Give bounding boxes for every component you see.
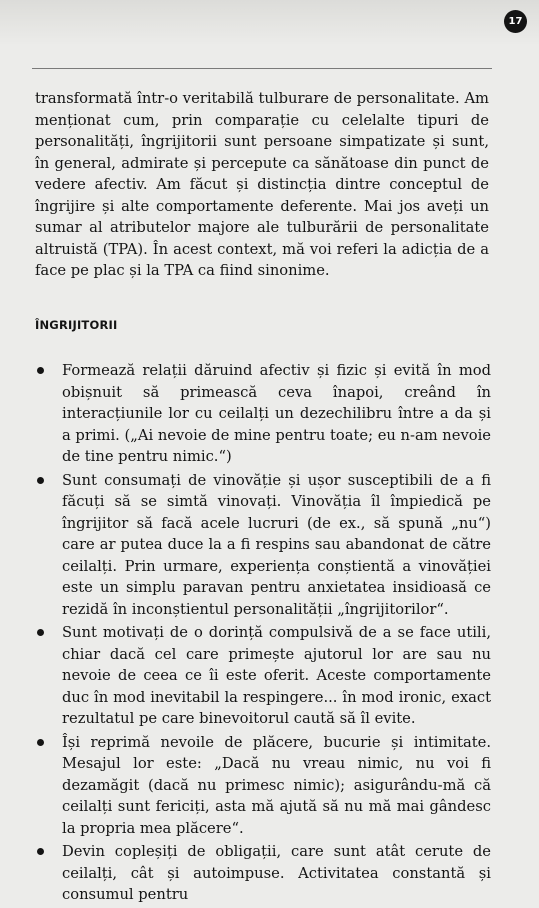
list-item-text: Sunt motivați de o dorință compulsivă de a se face utili, chiar dacă cel care primește ajutorul lor are sau nu nevoie de ceea ce îi este oferit. Aceste comportamente duc în mod inevitabil la respingere... în mod ironic, exact rezultatul pe care binevoitorul caută să îl evite.: [62, 624, 491, 727]
bullet-icon: [37, 629, 44, 636]
page-number-badge: 17: [504, 10, 527, 33]
list-item: [35, 732, 491, 840]
list-item: [35, 841, 491, 906]
page-top-strip: [0, 0, 539, 46]
header-divider: [32, 68, 492, 69]
bullet-list: [35, 360, 491, 908]
list-item-text: Sunt consumați de vinovăție și ușor susceptibili de a fi făcuți să se simtă vinovați. Vinovăția îl împiedică pe îngrijitor să facă acele lucruri (de ex., să spună „nu“) care ar putea duce la a fi respins sau abandonat de către ceilalți. Prin urmare, experiența conștientă a vinovăției este un simplu paravan pentru anxietatea insidioasă ce rezidă în inconștientul personalității „îngrijitorilor“.: [62, 471, 491, 618]
bullet-icon: [37, 367, 44, 374]
list-item: [35, 622, 491, 730]
list-item-text: Formează relații dăruind afectiv și fizic și evită în mod obișnuit să primească ceva înapoi, creând în interacțiunile lor cu ceilalți un dezechilibru între a da și a primi. („Ai nevoie de mine pentru toate; eu n-am nevoie de tine pentru nimic.“): [62, 362, 491, 465]
list-item: [35, 470, 491, 621]
section-heading: ÎNGRIJITORII: [35, 318, 118, 332]
list-item: [35, 360, 491, 468]
bullet-icon: [37, 848, 44, 855]
intro-paragraph: transformată într-o veritabilă tulburare de personalitate. Am menționat cum, prin comparație cu celelalte tipuri de personalități, îngrijitorii sunt persoane simpatizate și sunt, în general, admirate și percepute ca sănătoase din punct de vedere afectiv. Am făcut și distincția dintre conceptul de îngrijire și alte comportamente deferente. Mai jos aveți un sumar al atributelor majore ale tulburării de personalitate altruistă (TPA). În acest context, mă voi referi la adicția de a face pe plac și la TPA ca fiind sinonime.: [35, 90, 489, 279]
bullet-icon: [37, 477, 44, 484]
list-item-text: Devin copleșiți de obligații, care sunt atât cerute de ceilalți, cât și autoimpuse. Activitatea constantă și consumul pentru: [62, 843, 491, 903]
bullet-icon: [37, 739, 44, 746]
list-item-text: Își reprimă nevoile de plăcere, bucurie și intimitate. Mesajul lor este: „Dacă nu vreau nimic, nu voi fi dezamăgit (dacă nu primesc nimic); asigurându-mă că ceilalți sunt fericiți, asta mă ajută să nu mă mai gândesc la propria mea plăcere“.: [62, 733, 491, 837]
